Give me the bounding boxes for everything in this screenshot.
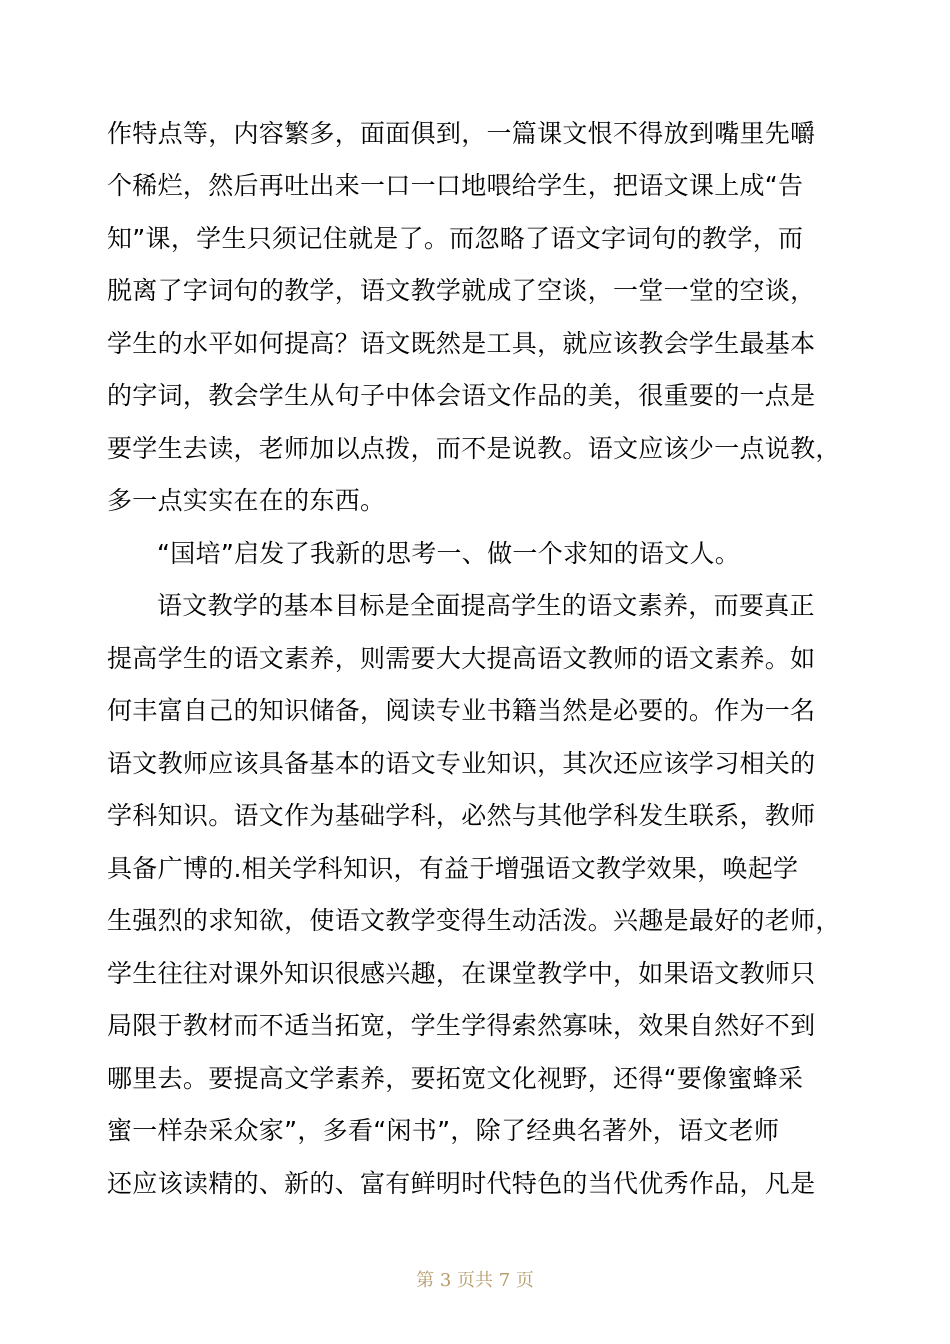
paragraph-line: 何丰富自己的知识储备，阅读专业书籍当然是必要的。作为一名 (107, 696, 816, 725)
section-heading-line: “国培”启发了我新的思考一、做一个求知的语文人。 (157, 539, 741, 568)
paragraph-line: 要学生去读，老师加以点拨，而不是说教。语文应该少一点说教， (107, 434, 841, 463)
paragraph-line: 作特点等，内容繁多，面面俱到，一篇课文恨不得放到嘴里先嚼 (107, 119, 816, 148)
paragraph-line: 还应该读精的、新的、富有鲜明时代特色的当代优秀作品，凡是 (107, 1169, 816, 1198)
paragraph-line: 提高学生的语文素养，则需要大大提高语文教师的语文素养。如 (107, 644, 816, 673)
paragraph-line: 学生往往对课外知识很感兴趣，在课堂教学中，如果语文教师只 (107, 959, 816, 988)
paragraph-line: 生强烈的求知欲，使语文教学变得生动活泼。兴趣是最好的老师， (107, 906, 841, 935)
paragraph-line: 哪里去。要提高文学素养，要拓宽文化视野，还得“要像蜜蜂采 (107, 1064, 804, 1093)
paragraph-line: 个稀烂，然后再吐出来一口一口地喂给学生，把语文课上成“告 (107, 171, 804, 200)
page-number-footer: 第 3 页共 7 页 (416, 1270, 534, 1291)
paragraph-line: 局限于教材而不适当拓宽，学生学得索然寡味，效果自然好不到 (107, 1011, 816, 1040)
paragraph-line: 多一点实实在在的东西。 (107, 486, 386, 515)
paragraph-line: 学生的水平如何提高？语文既然是工具，就应该教会学生最基本 (107, 329, 816, 358)
paragraph-line: 学科知识。语文作为基础学科，必然与其他学科发生联系，教师 (107, 801, 816, 830)
paragraph-line: 具备广博的.相关学科知识，有益于增强语文教学效果，唤起学 (107, 854, 799, 883)
paragraph-line: 蜜一样杂采众家”，多看“闲书”，除了经典名著外，语文老师 (107, 1116, 780, 1145)
paragraph-line: 语文教学的基本目标是全面提高学生的语文素养，而要真正 (157, 591, 815, 620)
paragraph-line: 知”课，学生只须记住就是了。而忽略了语文字词句的教学，而 (107, 224, 804, 253)
paragraph-line: 的字词，教会学生从句子中体会语文作品的美，很重要的一点是 (107, 381, 816, 410)
paragraph-line: 语文教师应该具备基本的语文专业知识，其次还应该学习相关的 (107, 749, 816, 778)
paragraph-line: 脱离了字词句的教学，语文教学就成了空谈，一堂一堂的空谈， (107, 276, 816, 305)
